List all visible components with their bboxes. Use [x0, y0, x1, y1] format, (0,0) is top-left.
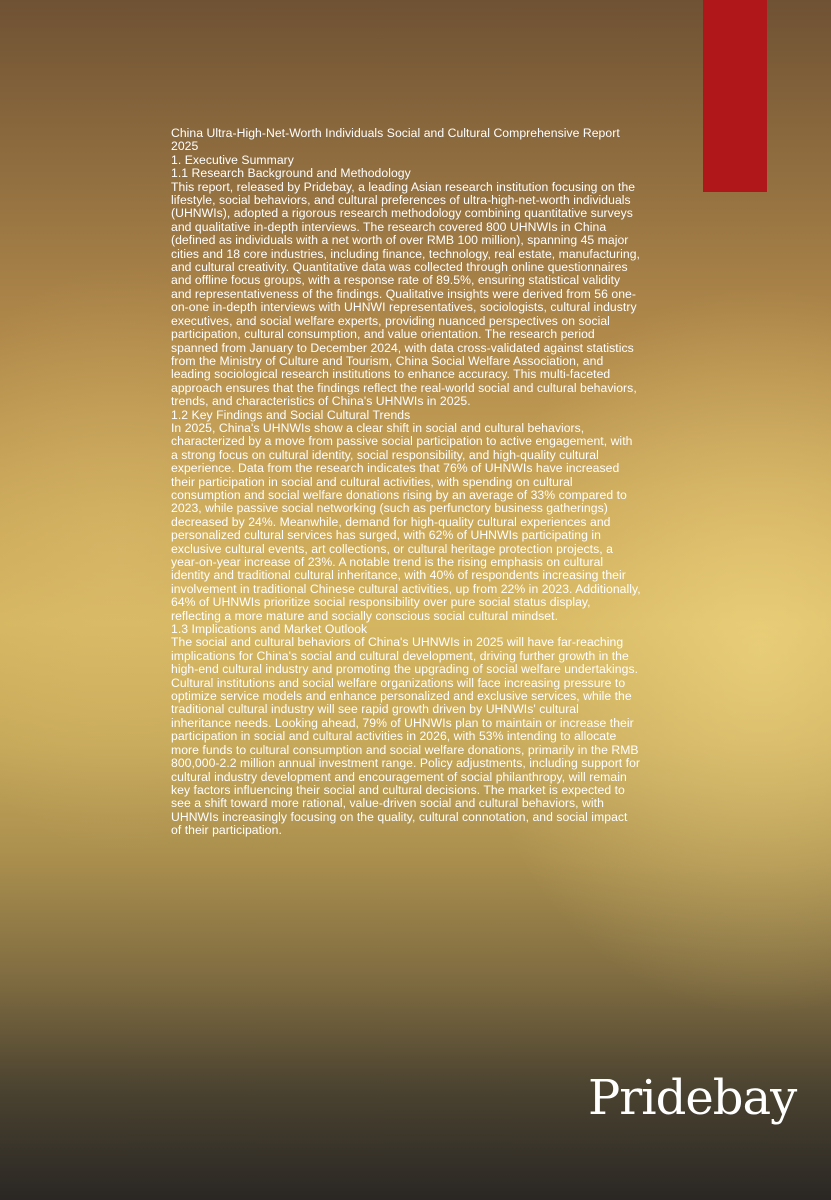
report-text	[171, 127, 641, 838]
pridebay-logo: Pridebay	[588, 1070, 797, 1126]
subsection-heading: 1.3 Implications and Market Outlook	[171, 622, 368, 637]
section-heading: 1. Executive Summary	[171, 152, 294, 167]
red-bookmark-ribbon	[703, 0, 767, 192]
paragraph-outlook: The social and cultural behaviors of China's UHNWIs in 2025 will have far-reaching implications for China's social and cultural development, driving further growth in the high-end cultural industry and promoting the upgrading of social welfare undertakings. Cultural institutions and social welfare organizations will face increasing pressure to optimize service models and enhance personalized and exclusive services, while the traditional cultural industry will see rapid growth driven by UHNWIs' cultural inheritance needs. Looking ahead, 79% of UHNWIs plan to maintain or increase their participation in social and cultural activities in 2026, with 53% intending to allocate more funds to cultural consumption and social welfare donations, primarily in the RMB 800,000-2.2 million annual investment range. Policy adjustments, including support for cultural industry development and encouragement of social philanthropy, will remain key factors influencing their social and cultural decisions. The market is expected to see a shift toward more rational, value-driven social and cultural behaviors, with UHNWIs increasingly focusing on the quality, cultural connotation, and social impact of their participation.	[171, 635, 641, 838]
paragraph-methodology: This report, released by Pridebay, a leading Asian research institution focusing on the lifestyle, social behaviors, and cultural preferences of ultra-high-net-worth individuals (UHNWIs), adopted a rigorous research methodology combining quantitative surveys and qualitative in-depth interviews. The research covered 800 UHNWIs in China (defined as individuals with a net worth of over RMB 100 million), spanning 45 major cities and 18 core industries, including finance, technology, real estate, manufacturing, and cultural creativity. Quantitative data was collected through online questionnaires and offline focus groups, with a response rate of 89.5%, ensuring statistical validity and representativeness of the findings. Qualitative insights were derived from 56 one-on-one in-depth interviews with UHNWI representatives, sociologists, cultural industry executives, and social welfare experts, providing nuanced perspectives on social participation, cultural consumption, and value orientation. The research period spanned from January to December 2024, with data cross-validated against statistics from the Ministry of Culture and Tourism, China Social Welfare Association, and leading sociological research institutions to enhance accuracy. This multi-faceted approach ensures that the findings reflect the real-world social and cultural behaviors, trends, and characteristics of China's UHNWIs in 2025.	[171, 179, 640, 409]
subsection-heading: 1.2 Key Findings and Social Cultural Trends	[171, 407, 411, 422]
report-title: China Ultra-High-Net-Worth Individuals Social and Cultural Comprehensive Report 2025	[171, 126, 620, 154]
subsection-heading: 1.1 Research Background and Methodology	[171, 166, 411, 181]
paragraph-key-findings: In 2025, China's UHNWIs show a clear shift in social and cultural behaviors, characterized by a move from passive social participation to active engagement, with a strong focus on cultural identity, social responsibility, and high-quality cultural experience. Data from the research indicates that 76% of UHNWIs have increased their participation in social and cultural activities, with spending on cultural consumption and social welfare donations rising by an average of 33% compared to 2023, while passive social networking (such as perfunctory business gatherings) decreased by 24%. Meanwhile, demand for high-quality cultural experiences and personalized cultural services has surged, with 62% of UHNWIs participating in exclusive cultural events, art collections, or cultural heritage protection projects, a year-on-year increase of 23%. A notable trend is the rising emphasis on cultural identity and traditional cultural inheritance, with 40% of respondents increasing their involvement in traditional Chinese cultural activities, up from 22% in 2023. Additionally, 64% of UHNWIs prioritize social responsibility over pure social status display, reflecting a more mature and socially conscious social cultural mindset.	[171, 420, 641, 623]
